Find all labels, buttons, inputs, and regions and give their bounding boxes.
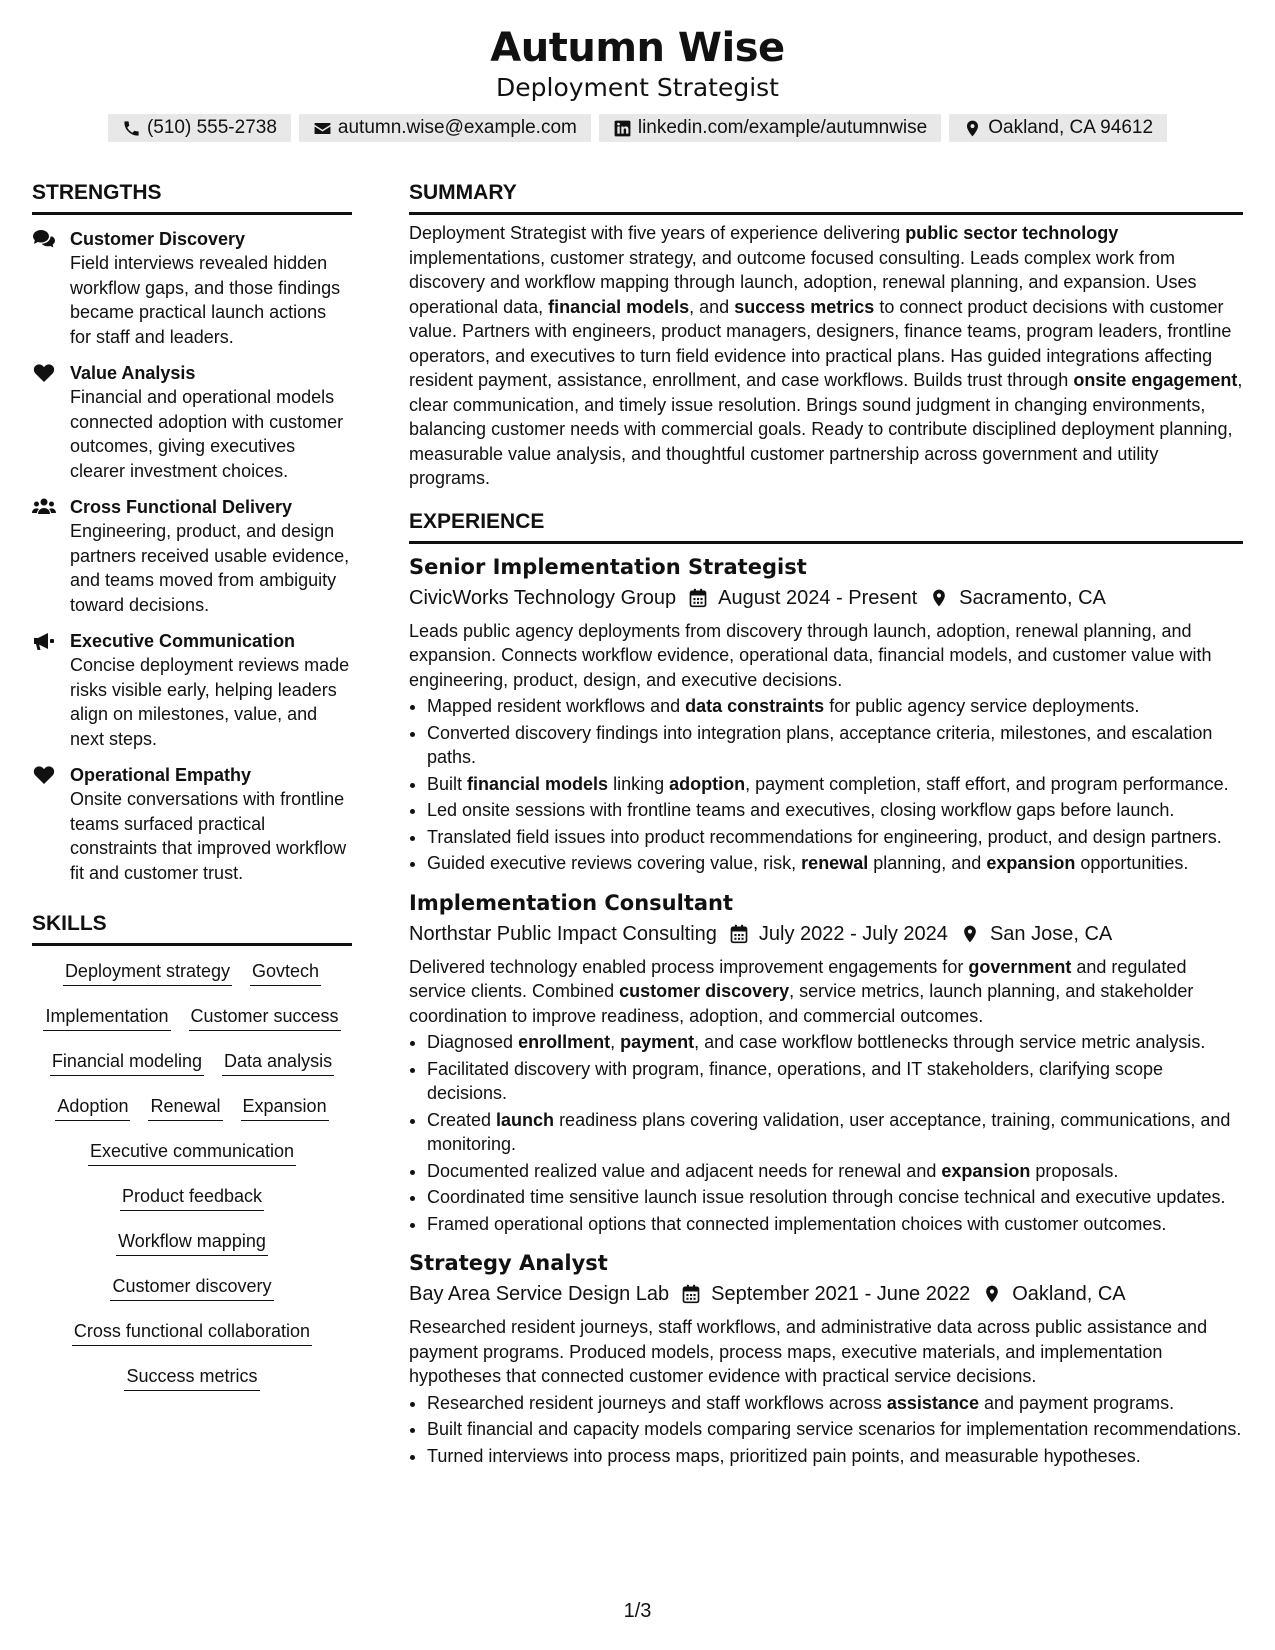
page-number: 1/3 — [623, 1600, 652, 1622]
job-bullets — [409, 1391, 1243, 1469]
summary-heading: SUMMARY — [409, 178, 1243, 215]
strength-item — [32, 495, 352, 617]
calendar-icon — [688, 588, 708, 608]
heart-icon — [32, 363, 56, 383]
job-location: Sacramento, CA — [959, 586, 1106, 609]
bold-keyword: expansion — [986, 853, 1076, 873]
bold-keyword: renewal — [801, 853, 869, 873]
linkedin-icon — [613, 119, 632, 138]
job-bullet: • Facilitated discovery with program, finance, operations, and IT stakeholders, clarifying scope decisions. — [427, 1057, 1243, 1106]
contact-location — [949, 114, 1167, 142]
skill-row — [32, 1048, 352, 1093]
map-pin-icon — [963, 119, 982, 138]
contact-bar — [0, 114, 1275, 142]
strength-item — [32, 227, 352, 349]
job-company: Northstar Public Impact Consulting — [409, 922, 717, 945]
skill-chip: Expansion — [241, 1093, 329, 1121]
bold-keyword: financial models — [548, 296, 690, 317]
left-column — [32, 178, 352, 1408]
job-bullet: • Translated field issues into product recommendations for engineering, product, and design partners. — [427, 825, 1243, 850]
envelope-icon — [313, 119, 332, 138]
phone-text: (510) 555-2738 — [146, 117, 277, 138]
skill-chip: Product feedback — [120, 1183, 264, 1211]
strength-title: Operational Empathy — [70, 765, 252, 785]
contact-email[interactable] — [299, 114, 591, 142]
job-bullets — [409, 694, 1243, 876]
job-bullet: • Diagnosed enrollment, payment, and case workflow bottlenecks through service metric analysis. — [427, 1030, 1243, 1055]
bold-keyword: assistance — [886, 1392, 979, 1413]
strength-title: Value Analysis — [70, 363, 196, 383]
comments-icon — [32, 229, 56, 249]
job-bullet: • Created launch readiness plans covering validation, user acceptance, training, communications, and monitoring. — [427, 1108, 1243, 1157]
megaphone-icon — [32, 631, 56, 651]
job-dates: September 2021 - June 2022 — [711, 1283, 971, 1305]
skills-heading: SKILLS — [32, 909, 352, 946]
job-bullet: • Guided executive reviews covering value, risk, renewal planning, and expansion opportunities. — [427, 851, 1243, 876]
skill-chip: Executive communication — [88, 1138, 296, 1166]
calendar-icon — [681, 1284, 701, 1304]
job-bullet: • Turned interviews into process maps, prioritized pain points, and measurable hypotheses. — [427, 1444, 1243, 1469]
job-entry — [409, 552, 1243, 876]
bold-keyword: expansion — [941, 1160, 1031, 1181]
users-icon — [32, 497, 56, 517]
map-pin-icon — [929, 588, 949, 608]
skill-row — [32, 1183, 352, 1228]
bold-keyword: government — [968, 956, 1072, 977]
experience-heading: EXPERIENCE — [409, 507, 1243, 544]
skill-row — [32, 1003, 352, 1048]
strength-desc: Financial and operational models connected adoption with customer outcomes, giving executives clearer investment choices. — [70, 387, 344, 481]
resume-header — [0, 22, 1275, 142]
job-description: Researched resident journeys, staff workflows, and administrative data across public assistance and payment programs. Produced models, process maps, executive materials, and implementation hypotheses that connected customer evidence with practical service decisions. — [409, 1317, 1208, 1386]
job-dates: August 2024 - Present — [718, 586, 918, 609]
strength-title: Cross Functional Delivery — [70, 497, 293, 517]
bold-keyword: payment — [620, 1032, 695, 1052]
job-bullet: • Built financial models linking adoption, payment completion, staff effort, and program performance. — [427, 772, 1243, 797]
job-description: Delivered technology enabled process improvement engagements for government and regulated service clients. Combined customer discovery, service metrics, launch planning, and stakeholder coordination to improve readiness, adoption, and commercial outcomes. — [409, 956, 1194, 1026]
strength-item — [32, 763, 352, 885]
skill-chip: Workflow mapping — [116, 1228, 268, 1256]
job-bullet: • Researched resident journeys and staff workflows across assistance and payment programs. — [427, 1391, 1243, 1416]
skill-row — [32, 1363, 352, 1408]
skill-row — [32, 958, 352, 1003]
strengths-list — [32, 227, 352, 885]
skill-chip: Implementation — [43, 1003, 170, 1031]
calendar-icon — [729, 924, 749, 944]
job-entry — [409, 888, 1243, 1237]
skill-row — [32, 1273, 352, 1318]
strength-title: Executive Communication — [70, 631, 296, 651]
job-meta — [409, 1279, 1243, 1309]
skill-chip: Customer success — [189, 1003, 341, 1031]
contact-phone — [108, 114, 291, 142]
strengths-heading: STRENGTHS — [32, 178, 352, 215]
bold-keyword: data constraints — [685, 696, 825, 716]
job-bullet: • Converted discovery findings into integration plans, acceptance criteria, milestones, and escalation paths. — [427, 721, 1243, 770]
linkedin-text: linkedin.com/example/autumnwise — [637, 117, 928, 138]
bold-keyword: financial models — [467, 773, 609, 794]
job-location: Oakland, CA — [1012, 1283, 1126, 1305]
job-title: Strategy Analyst — [409, 1251, 608, 1275]
job-bullet: • Built financial and capacity models comparing service scenarios for implementation recommendations. — [427, 1417, 1243, 1442]
email-text: autumn.wise@example.com — [337, 117, 577, 138]
skill-chip: Renewal — [148, 1093, 222, 1121]
job-company: Bay Area Service Design Lab — [409, 1283, 670, 1305]
job-bullet: • Led onsite sessions with frontline teams and executives, closing workflow gaps before launch. — [427, 798, 1243, 823]
job-bullets — [409, 1030, 1243, 1236]
contact-linkedin[interactable] — [599, 114, 941, 142]
skill-chip: Cross functional collaboration — [72, 1318, 312, 1346]
skill-chip: Adoption — [55, 1093, 130, 1121]
right-column — [409, 178, 1243, 1468]
job-company: CivicWorks Technology Group — [409, 586, 677, 609]
phone-icon — [122, 119, 141, 138]
strength-desc: Engineering, product, and design partners received usable evidence, and teams moved from ambiguity toward decisions. — [70, 521, 350, 615]
skill-row — [32, 1138, 352, 1183]
skill-chip: Success metrics — [124, 1363, 259, 1391]
bold-keyword: enrollment — [518, 1032, 611, 1052]
strength-desc: Onsite conversations with frontline teams surfaced practical constraints that improved workflow fit and customer trust. — [70, 789, 347, 883]
job-entry — [409, 1248, 1243, 1468]
skill-chip: Govtech — [250, 958, 321, 986]
job-title: Senior Implementation Strategist — [409, 554, 807, 579]
job-meta — [409, 583, 1243, 613]
strength-item — [32, 629, 352, 751]
job-bullet: • Documented realized value and adjacent needs for renewal and expansion proposals. — [427, 1159, 1243, 1184]
map-pin-icon — [982, 1284, 1002, 1304]
skill-row — [32, 1228, 352, 1273]
strength-desc: Field interviews revealed hidden workflow gaps, and those findings became practical launch actions for staff and leaders. — [70, 253, 341, 347]
bold-keyword: success metrics — [734, 296, 875, 317]
job-bullet: • Framed operational options that connected implementation choices with customer outcomes. — [427, 1212, 1243, 1237]
job-location: San Jose, CA — [989, 922, 1113, 945]
candidate-role: Deployment Strategist — [496, 73, 779, 102]
job-title: Implementation Consultant — [409, 890, 734, 915]
job-bullet: • Coordinated time sensitive launch issue resolution through concise technical and executive updates. — [427, 1185, 1243, 1210]
skills-list — [32, 958, 352, 1408]
bold-keyword: adoption — [669, 773, 746, 794]
strength-item — [32, 361, 352, 483]
location-text: Oakland, CA 94612 — [988, 117, 1154, 138]
bold-keyword: customer discovery — [619, 981, 790, 1001]
strength-desc: Concise deployment reviews made risks visible early, helping leaders align on milestones, value, and next steps. — [70, 655, 350, 749]
strength-title: Customer Discovery — [70, 229, 246, 249]
bold-keyword: public sector technology — [905, 223, 1119, 243]
skill-row — [32, 1093, 352, 1138]
job-meta — [409, 919, 1243, 949]
bold-keyword: onsite engagement — [1073, 370, 1238, 390]
skill-chip: Financial modeling — [50, 1048, 204, 1076]
skill-row — [32, 1318, 352, 1363]
job-description: Leads public agency deployments from discovery through launch, adoption, renewal planning, and expansion. Connects workflow evidence, operational data, financial models, and customer value with engineering, product, design, and executive decisions. — [409, 620, 1212, 690]
job-bullet: • Mapped resident workflows and data constraints for public agency service deployments. — [427, 694, 1243, 719]
job-dates: July 2022 - July 2024 — [758, 922, 948, 945]
skill-chip: Customer discovery — [110, 1273, 273, 1301]
skill-chip: Deployment strategy — [63, 958, 232, 986]
map-pin-icon — [960, 924, 980, 944]
bold-keyword: launch — [496, 1109, 555, 1130]
candidate-name: Autumn Wise — [490, 25, 785, 71]
summary-text: Deployment Strategist with five years of experience delivering public sector technology implementations, customer strategy, and outcome focused consulting. Leads complex work from discovery and workflow mapping through launch, adoption, renewal planning, and expansion. Uses operational data, financial models, and success metrics to connect product decisions with customer value. Partners with engineers, product managers, designers, finance teams, program leaders, frontline operators, and executives to turn field evidence into practical plans. Has guided integrations affecting resident payment, assistance, enrollment, and case workflows. Builds trust through onsite engagement, clear communication, and timely issue resolution. Brings sound judgment in changing environments, balancing customer needs with commercial goals. Ready to contribute disciplined deployment planning, measurable value analysis, and thoughtful customer partnership across government and utility programs. — [409, 223, 1243, 488]
heart-icon — [32, 765, 56, 785]
skill-chip: Data analysis — [222, 1048, 334, 1076]
